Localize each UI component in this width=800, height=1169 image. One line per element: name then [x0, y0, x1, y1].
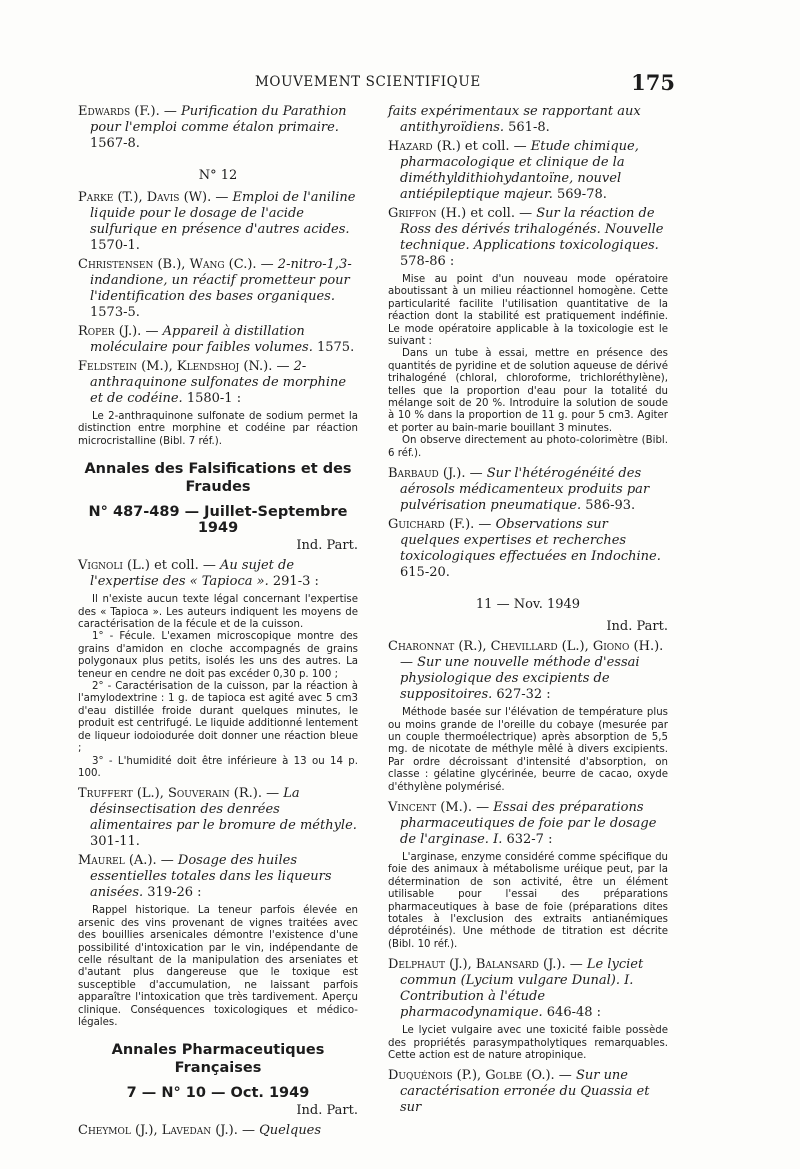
entry-abstract — [78, 411, 358, 448]
bibliography-entry — [78, 359, 358, 407]
bibliography-entry — [78, 190, 358, 254]
ind-part-label: Ind. Part. — [296, 538, 358, 554]
bibliography-entry — [78, 558, 358, 590]
entry-separator: — — [156, 853, 178, 869]
bibliography-entry — [78, 257, 358, 321]
entry-authors: Charonnat (R.), Chevillard (L.), Giono (H.). — [388, 639, 664, 655]
entry-abstract — [388, 274, 668, 460]
entry-separator: — — [554, 1068, 576, 1084]
entry-authors: Vignoli (L.) — [78, 558, 150, 574]
abstract-paragraph: 2° - Caractérisation de la cuisson, par la réaction à l'amylodextrine : 1 g. de tapioca est agité avec 5 cm3 d'eau distillée froide durant quelques minutes, le produit est centrifugé. Le liquide additionné lentement de liqueur iodoiodurée doit donner une réaction bleue ; — [78, 681, 358, 755]
entry-separator: — — [237, 1123, 260, 1139]
entry-pages: 1573-5. — [90, 305, 140, 320]
entry-authors: Feldstein (M.), Klendshoj (N.). — [78, 359, 273, 374]
issue-number: 11 — Nov. 1949 — [475, 597, 581, 613]
ind-part-label: Ind. Part. — [296, 1103, 358, 1119]
entry-title: faits expérimentaux se rapportant aux antithyroïdiens. — [388, 104, 641, 135]
entry-pages: 578-86 : — [400, 254, 455, 269]
entry-separator: et coll. — — [466, 206, 537, 221]
abstract-paragraph: 1° - Fécule. L'examen microscopique montre des grains d'amidon en cloche accompagnés de grains polygonaux plus petits, isolés les uns des autres. La teneur en cendre ne doit pas excéder 0,30 p. 100 ; — [78, 631, 358, 680]
entry-pages: 627-32 : — [492, 687, 551, 703]
abstract-paragraph: Mise au point d'un nouveau mode opératoire aboutissant à un milieu réactionnel homogène. Cette particularité facilite l'utilisation quantitative de la réaction dont la stabilité est pratiquement indéfinie. Le mode opératoire applicable à la toxicologie est le suivant : — [388, 274, 668, 348]
bibliography-entry — [388, 517, 668, 581]
issue-number: N° 12 — [198, 168, 238, 183]
entry-authors: Delphaut (J.), Balansard (J.). — [388, 957, 566, 973]
bibliography-entry — [388, 800, 668, 848]
issue-heading: N° 487-489 — Juillet-Septembre 1949 — [88, 504, 348, 537]
entry-separator: — — [565, 957, 587, 973]
entry-title: Quelques — [259, 1123, 322, 1139]
entry-separator: — — [141, 324, 163, 339]
running-title: MOUVEMENT SCIENTIFIQUE — [255, 74, 481, 90]
bibliography-entry — [78, 324, 358, 356]
entry-abstract — [78, 905, 358, 1029]
entry-pages: 291-3 : — [268, 574, 319, 590]
entry-pages: 569-78. — [552, 187, 607, 202]
entry-title: Le lyciet commun (Lycium vulgare Dunal). I. Contribution à l'étude pharmacodynamique. — [400, 957, 644, 1021]
entry-title: 2-nitro-1,3-indandione, un réactif prometteur pour l'identification des bases organiques. — [90, 257, 352, 304]
entry-pages: 615-20. — [400, 565, 450, 581]
entry-title: Sur une caractérisation erronée du Quassia et sur — [400, 1068, 650, 1116]
bibliography-entry — [388, 957, 668, 1021]
entry-separator: — — [472, 799, 494, 815]
entry-abstract — [388, 1025, 668, 1062]
abstract-paragraph: Le 2-anthraquinone sulfonate de sodium permet la distinction entre morphine et codéine par réaction microcristalline (Bibl. 7 réf.). — [78, 411, 358, 447]
entry-authors: Edwards (F.). — [78, 104, 160, 119]
entry-title: Purification du Parathion pour l'emploi comme étalon primaire. — [90, 104, 347, 135]
entry-pages: 1570-1. — [90, 238, 140, 253]
entry-separator: — — [400, 655, 418, 671]
entry-authors: Vincent (M.). — [388, 799, 473, 815]
entry-title: Etude chimique, pharmacologique et clinique de la diméthyldithiohydantoïne, nouvel antiépileptique majeur. — [400, 139, 639, 202]
entry-separator: — — [465, 466, 487, 482]
entry-separator: — — [159, 104, 181, 119]
entry-authors: Cheymol (J.), Lavedan (J.). — [78, 1123, 238, 1139]
entry-title: Essai des préparations pharmaceutiques de foie par le dosage de l'arginase. I. — [400, 799, 657, 847]
entry-abstract — [388, 707, 668, 794]
entry-pages: 586-93. — [581, 498, 636, 514]
entry-pages: 632-7 : — [502, 831, 553, 847]
entry-separator: — — [474, 517, 496, 533]
entry-pages: 1580-1 : — [182, 391, 242, 406]
entry-separator: — — [256, 257, 278, 272]
abstract-paragraph: 3° - L'humidité doit être inférieure à 13 ou 14 p. 100. — [78, 755, 358, 779]
entry-abstract — [78, 594, 358, 780]
entry-abstract — [388, 852, 668, 951]
entry-title: Dosage des huiles essentielles totales dans les liqueurs anisées. — [90, 853, 332, 901]
entry-authors: Christensen (B.), Wang (C.). — [78, 257, 257, 272]
abstract-paragraph: Il n'existe aucun texte légal concernant l'expertise des « Tapioca ». Les auteurs indiquent les moyens de caractérisation de la fécule et de la cuisson. — [78, 594, 358, 631]
entry-authors: Truffert (L.), Souverain (R.). — [78, 786, 262, 802]
bibliography-entry — [78, 853, 358, 901]
abstract-paragraph: L'arginase, enzyme considéré comme spécifique du foie des animaux à métabolisme uréique peut, par la détermination de son activité, être un élément utilisable pour l'essai des préparations pharmaceutiques à base de foie (préparations dites totales à l'exclusion des extraits antianémiques déprotéinés). Une méthode de titration est décrite (Bibl. 10 réf.). — [388, 851, 668, 950]
entry-authors: Duquénois (P.), Golbe (O.). — [388, 1068, 555, 1084]
abstract-paragraph: Rappel historique. La teneur parfois élevée en arsenic des vins provenant de vignes traitées avec des bouillies arsenicales démontre l'existence d'une possibilité d'intoxication par le vin, indépendante de celle résultant de la manipulation des arseniates et d'autant plus dangereuse que le toxique est susceptible d'accumulation, ne laissant parfois apparaître l'intoxication que très tardivement. Aperçu clinique. Conséquences toxicologiques et médico-légales. — [78, 905, 358, 1028]
entry-authors: Guichard (F.). — [388, 517, 475, 533]
bibliography-entry — [78, 786, 358, 850]
entry-authors: Barbaud (J.). — [388, 466, 466, 482]
journal-heading: Annales des Falsifications et des Fraudes — [84, 461, 352, 496]
bibliography-entry — [388, 206, 668, 270]
entry-authors: Roper (J.). — [78, 324, 142, 339]
entry-title: Sur l'hétérogénéité des aérosols médicamenteux produits par pulvérisation pneumatique. — [400, 466, 650, 514]
entry-separator: — — [272, 359, 294, 374]
entry-authors: Maurel (A.). — [78, 853, 157, 869]
entry-pages: 301-11. — [90, 834, 140, 850]
bibliography-entry — [388, 639, 668, 703]
entry-title: Observations sur quelques expertises et recherches toxicologiques effectuées en Indochine. — [400, 517, 661, 565]
abstract-paragraph: Dans un tube à essai, mettre en présence des quantités de pyridine et de solution aqueuse de dérivé trihalogéné (chloral, chloroforme, trichloréthylène), telles que la proportion d'eau pour la totalité du mélange soit de 20 %. Introduire la solution de soude à 10 % dans la proportion de 11 g. pour 5 cm3. Agiter et porter au bain-marie bouillant 3 minutes. — [388, 348, 668, 434]
bibliography-entry — [388, 139, 668, 203]
entry-authors: Hazard (R.) — [388, 139, 461, 154]
bibliography-entry — [388, 466, 668, 514]
entry-separator: — — [211, 190, 233, 205]
entry-pages: 1567-8. — [90, 136, 140, 151]
entry-separator: — — [262, 786, 284, 802]
bibliography-entry — [78, 1123, 358, 1139]
entry-separator: et coll. — — [460, 139, 531, 154]
entry-pages: 1575. — [312, 340, 355, 355]
entry-authors: Griffon (H.) — [388, 206, 467, 221]
entry-title: Emploi de l'aniline liquide pour le dosage de l'acide sulfurique en présence d'autres acides. — [90, 190, 356, 237]
journal-heading: Annales Pharmaceutiques Françaises — [111, 1042, 325, 1077]
abstract-paragraph: Le lyciet vulgaire avec une toxicité faible possède des propriétés parasympatholytiques remarquables. Cette action est de nature atropinique. — [388, 1025, 668, 1061]
left-column — [78, 104, 358, 1142]
entry-separator: et coll. — — [149, 558, 220, 574]
page-number: 175 — [631, 70, 675, 95]
entry-title: La désinsectisation des denrées alimentaires par le bromure de méthyle. — [90, 786, 357, 834]
entry-title: Au sujet de l'expertise des « Tapioca ». — [90, 558, 295, 590]
bibliography-entry — [388, 104, 668, 136]
entry-title: Appareil à distillation moléculaire pour faibles volumes. — [90, 324, 313, 355]
issue-heading: 7 — N° 10 — Oct. 1949 — [126, 1085, 310, 1102]
bibliography-entry — [388, 1068, 668, 1116]
right-column — [388, 104, 668, 1119]
abstract-paragraph: On observe directement au photo-colorimètre (Bibl. 6 réf.). — [388, 435, 668, 459]
entry-pages: 319-26 : — [143, 885, 202, 901]
entry-title: 2-anthraquinone sulfonates de morphine et de codéine. — [90, 359, 347, 406]
abstract-paragraph: Méthode basée sur l'élévation de température plus ou moins grande de l'oreille du cobaye (mesurée par un couple thermoélectrique) après absorption de 5,5 mg. de nicotate de méthyle mêlé à divers excipients. Par ordre décroissant d'intensité d'absorption, on classe : gélatine glycérinée, beurre de cacao, oxyde d'éthylène polymérisé. — [388, 707, 668, 793]
entry-title: Sur la réaction de Ross des dérivés trihalogénés. Nouvelle technique. Applications toxicologiques. — [400, 206, 664, 253]
entry-authors: Parke (T.), Davis (W). — [78, 190, 212, 205]
entry-pages: 646-48 : — [542, 1005, 602, 1021]
entry-pages: 561-8. — [504, 120, 550, 135]
entry-title: Sur une nouvelle méthode d'essai physiologique des excipients de suppositoires. — [400, 655, 640, 703]
bibliography-entry — [78, 104, 358, 152]
page-header — [75, 70, 675, 98]
ind-part-label: Ind. Part. — [606, 619, 668, 635]
